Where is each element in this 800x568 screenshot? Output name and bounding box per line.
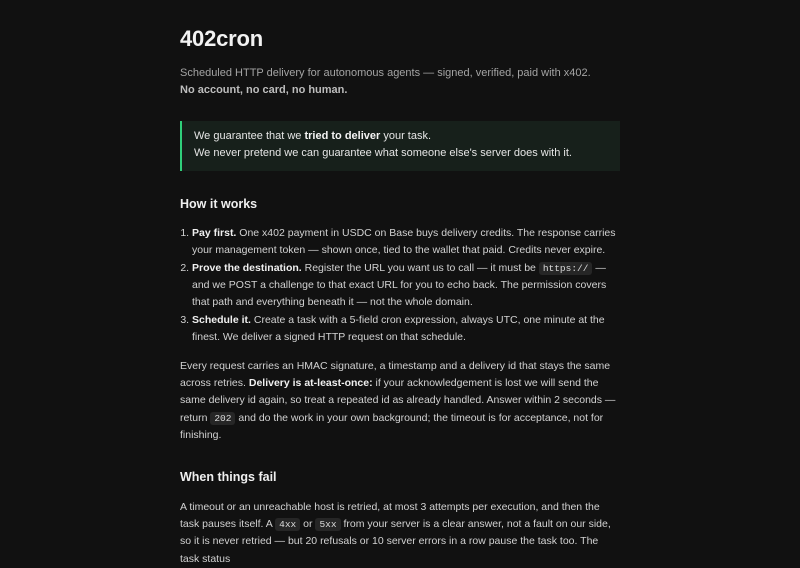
- step-title: Schedule it.: [192, 314, 251, 326]
- delivery-paragraph: [180, 358, 620, 444]
- paragraph-text: if your acknowledgement is lost we will send the same delivery id again, so treat a repeated id as already handled. Answer within 2 seconds — return: [180, 377, 616, 424]
- steps-list: [180, 225, 620, 346]
- section-heading-when-things-fail: When things fail: [180, 470, 277, 485]
- tagline: [180, 65, 600, 99]
- step-text: One x402 payment in USDC on Base buys delivery credits. The response carries your management token — shown once, tied to the wallet that paid. Credits never expire.: [192, 227, 616, 256]
- step-item: [192, 260, 620, 311]
- paragraph-text: Every request carries an HMAC signature, a timestamp and a delivery id that stays the same across retries.: [180, 360, 611, 390]
- callout-line-1-post: your task.: [383, 130, 432, 142]
- step-item: [192, 225, 620, 259]
- guarantee-callout: [180, 121, 620, 171]
- paragraph-text: from your server is a clear answer, not a fault on our side, so it is never retried — but 20 refusals or 10 server errors in a row pause the task too. The task status: [180, 518, 611, 565]
- main-content: [180, 16, 620, 568]
- step-text: Register the URL you want us to call — it must be: [304, 262, 536, 274]
- step-title: Prove the destination.: [192, 262, 302, 274]
- step-item: [192, 312, 620, 346]
- page-title: 402cron: [180, 26, 263, 51]
- section-heading-how-it-works: How it works: [180, 197, 258, 211]
- failure-paragraph: [180, 499, 620, 568]
- callout-line-1: [194, 128, 620, 145]
- paragraph-emphasis: Delivery is at-least-once:: [248, 377, 373, 390]
- paragraph-text: and do the work in your own background; the timeout is for acceptance, not for finishing.: [180, 411, 604, 441]
- paragraph-text: or: [303, 518, 313, 531]
- step-text: Create a task with a 5-field cron expression, always UTC, one minute at the finest. We deliver a signed HTTP request on that schedule.: [192, 314, 605, 343]
- step-title: Pay first.: [192, 227, 237, 239]
- callout-line-1-emphasis: tried to deliver: [304, 130, 381, 142]
- inline-code-https: https://: [539, 262, 593, 275]
- step-text: — and we POST a challenge to that exact URL for you to echo back. The permission covers that path and everything beneath it — not the whole domain.: [192, 262, 607, 308]
- tagline-emphasis: No account, no card, no human.: [180, 84, 348, 96]
- inline-code-4xx: 4xx: [275, 518, 300, 531]
- tagline-text: Scheduled HTTP delivery for autonomous agents — signed, verified, paid with x402.: [180, 67, 591, 79]
- callout-line-2: We never pretend we can guarantee what someone else's server does with it.: [194, 147, 572, 159]
- paragraph-text: A timeout or an unreachable host is retried, at most 3 attempts per execution, and then the task pauses itself. A: [180, 501, 600, 531]
- inline-code-202: 202: [210, 412, 235, 425]
- inline-code-5xx: 5xx: [315, 518, 340, 531]
- callout-line-1-pre: We guarantee that we: [194, 130, 302, 142]
